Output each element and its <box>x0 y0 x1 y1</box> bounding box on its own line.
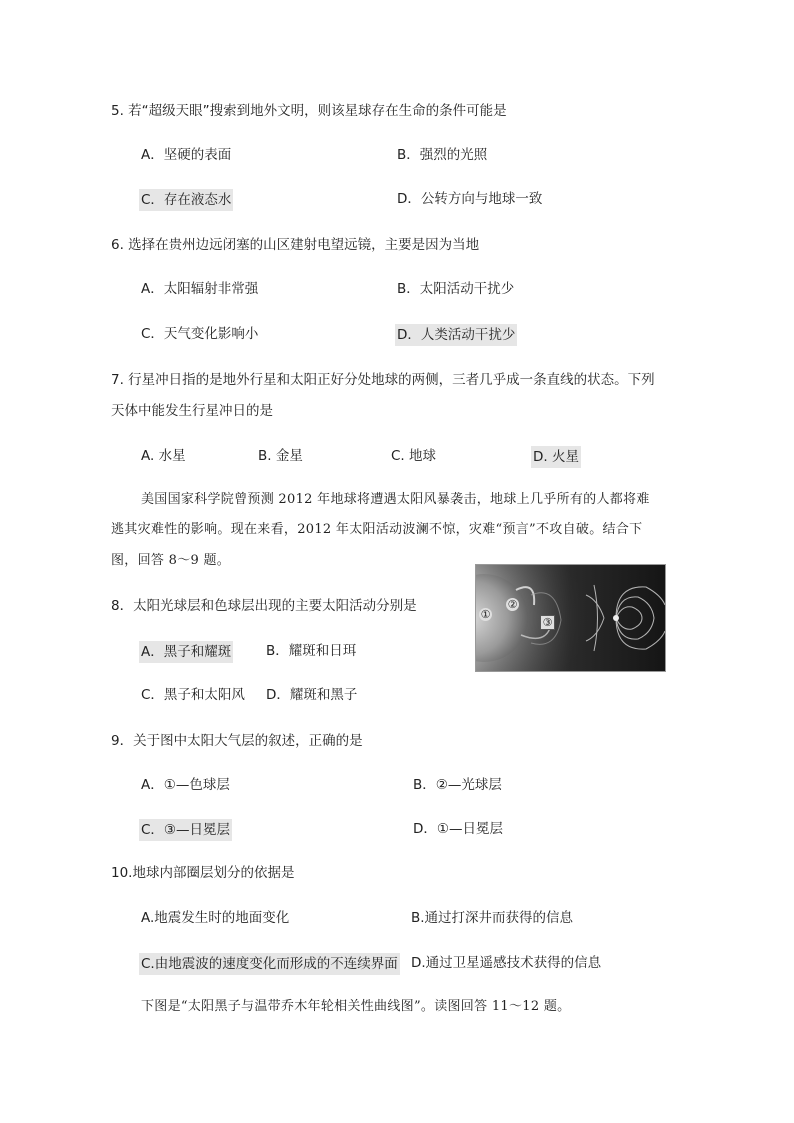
q9-option-b: B．②—光球层 <box>413 777 502 793</box>
q5-stem: 5. 若“超级天眼”搜索到地外文明，则该星球存在生命的条件可能是 <box>111 103 507 119</box>
q7-option-a: A. 水星 <box>141 448 186 464</box>
q10-stem: 10.地球内部圈层划分的依据是 <box>111 865 295 881</box>
q8-option-b: B．耀斑和日珥 <box>266 643 357 659</box>
q10-option-a: A.地震发生时的地面变化 <box>141 910 290 926</box>
q9-option-c: C．③—日冕层 <box>139 819 232 841</box>
q9-option-a: A．①—色球层 <box>141 777 230 793</box>
q8-option-d: D．耀斑和黑子 <box>266 687 358 703</box>
figure-label-1: ① <box>480 608 491 621</box>
passage-line1: 美国国家科学院曾预测 2012 年地球将遭遇太阳风暴袭击，地球上几乎所有的人都将难 <box>141 492 650 507</box>
q6-stem: 6. 选择在贵州边远闭塞的山区建射电望远镜，主要是因为当地 <box>111 237 480 253</box>
q9-stem: 9．关于图中太阳大气层的叙述，正确的是 <box>111 733 363 749</box>
q10-option-b: B.通过打深井而获得的信息 <box>411 910 574 926</box>
q5-option-b: B．强烈的光照 <box>397 147 488 163</box>
q7-option-c: C. 地球 <box>391 448 437 464</box>
q5-option-d: D．公转方向与地球一致 <box>397 191 543 207</box>
q7-stem-line1: 7. 行星冲日指的是地外行星和太阳正好分处地球的两侧，三者几乎成一条直线的状态。下列 <box>111 372 655 388</box>
q8-option-c: C．黑子和太阳风 <box>141 687 245 703</box>
q7-option-d: D. 火星 <box>531 446 581 468</box>
q9-option-d: D．①—日冕层 <box>413 821 503 837</box>
intro-q11-12: 下图是“太阳黑子与温带乔木年轮相关性曲线图”。读图回答 11～12 题。 <box>141 999 571 1014</box>
q5-option-c: C．存在液态水 <box>139 189 233 211</box>
q6-option-a: A．太阳辐射非常强 <box>141 281 259 297</box>
passage-line3: 图，回答 8～9 题。 <box>111 553 231 568</box>
q7-option-b: B. 金星 <box>258 448 303 464</box>
q6-option-c: C．天气变化影响小 <box>141 326 259 342</box>
q5-option-a: A．坚硬的表面 <box>141 147 232 163</box>
q8-stem: 8．太阳光球层和色球层出现的主要太阳活动分别是 <box>111 598 417 614</box>
q10-option-c: C.由地震波的速度变化而形成的不连续界面 <box>139 953 400 975</box>
figure-label-2: ② <box>507 598 518 611</box>
q8-option-a: A．黑子和耀斑 <box>139 641 233 663</box>
solar-figure-image <box>476 565 665 671</box>
q6-option-b: B．太阳活动干扰少 <box>397 281 515 297</box>
solar-atmosphere-figure <box>475 564 666 672</box>
q7-stem-line2: 天体中能发生行星冲日的是 <box>111 403 273 419</box>
q6-option-d: D．人类活动干扰少 <box>395 324 517 346</box>
q10-option-d: D.通过卫星遥感技术获得的信息 <box>411 955 602 971</box>
figure-label-3: ③ <box>540 615 555 630</box>
passage-line2: 逃其灾难性的影响。现在来看，2012 年太阳活动波澜不惊，灾难“预言”不攻自破。结合下 <box>111 522 643 537</box>
